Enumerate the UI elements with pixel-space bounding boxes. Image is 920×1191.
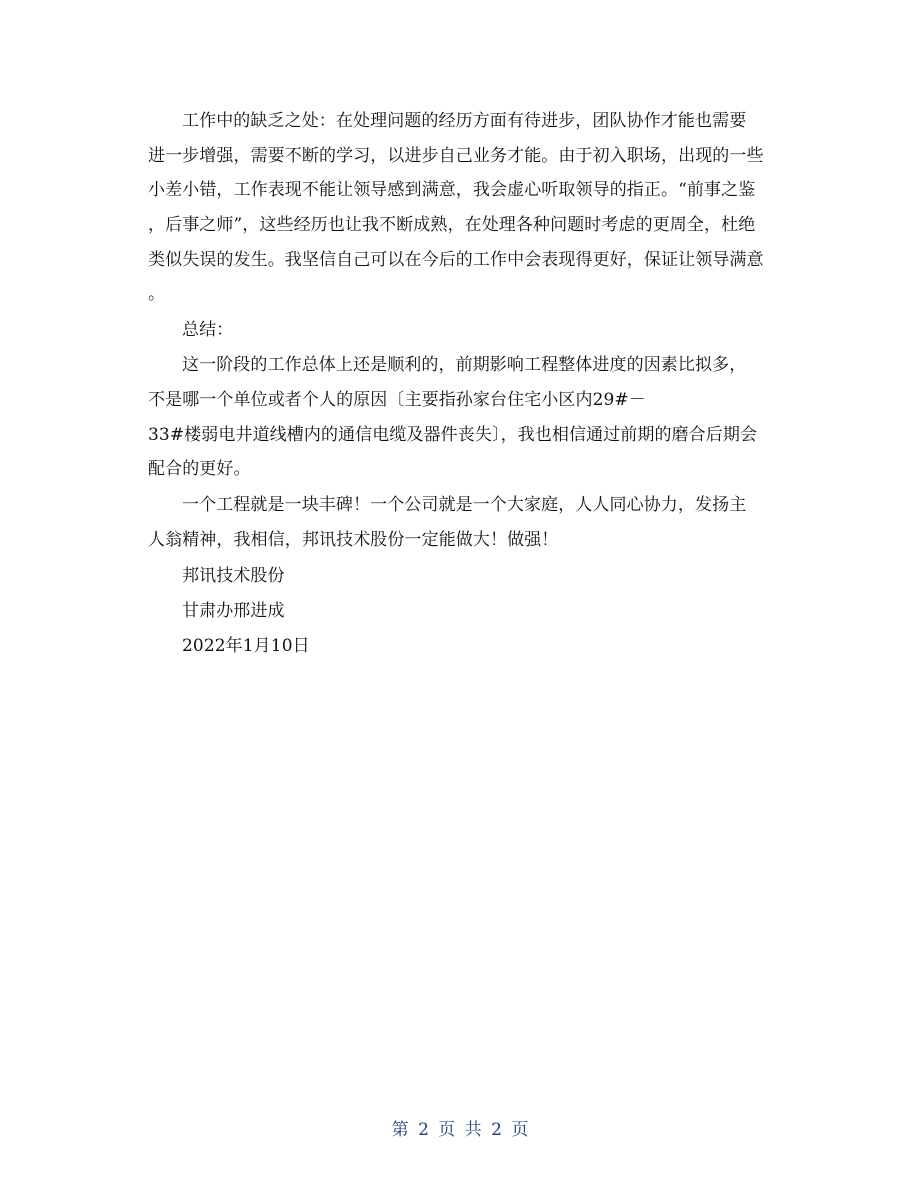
paragraph-1-line-4: ，后事之师”，这些经历也让我不断成熟，在处理各种问题时考虑的更周全，杜绝 [148,215,756,235]
signature-office: 甘肃办邢进成 [182,601,285,621]
summary-label: 总结： [182,320,234,340]
paragraph-3-line-1: 一个工程就是一块丰碑！一个公司就是一个大家庭，人人同心协力，发扬主 [182,495,747,515]
paragraph-1-line-3: 小差小错，工作表现不能让领导感到满意，我会虚心听取领导的指正。“前事之鉴 [148,180,756,200]
paragraph-2-line-2: 不是哪一个单位或者个人的原因〔主要指孙家台住宅小区内29#－ [148,390,646,410]
paragraph-1-line-6: 。 [148,284,166,304]
paragraph-1-line-2: 进一步增强，需要不断的学习，以进步自己业务才能。由于初入职场，出现的一些 [148,146,764,166]
signature-date: 2022年1月10日 [182,636,310,656]
signature-company: 邦讯技术股份 [182,566,285,586]
paragraph-2-line-4: 配合的更好。 [148,459,251,479]
paragraph-3-line-2: 人翁精神，我相信，邦讯技术股份一定能做大！做强！ [148,530,559,550]
paragraph-2-line-3: 33#楼弱电井道线槽内的通信电缆及器件丧失〕，我也相信通过前期的磨合后期会 [148,425,758,445]
page-number-footer: 第 2 页 共 2 页 [391,1120,529,1140]
paragraph-1-line-1: 工作中的缺乏之处：在处理问题的经历方面有待进步，团队协作才能也需要 [182,111,747,131]
paragraph-1-line-5: 类似失误的发生。我坚信自己可以在今后的工作中会表现得更好，保证让领导满意 [148,250,764,270]
paragraph-2-line-1: 这一阶段的工作总体上还是顺利的，前期影响工程整体进度的因素比拟多， [182,355,747,375]
